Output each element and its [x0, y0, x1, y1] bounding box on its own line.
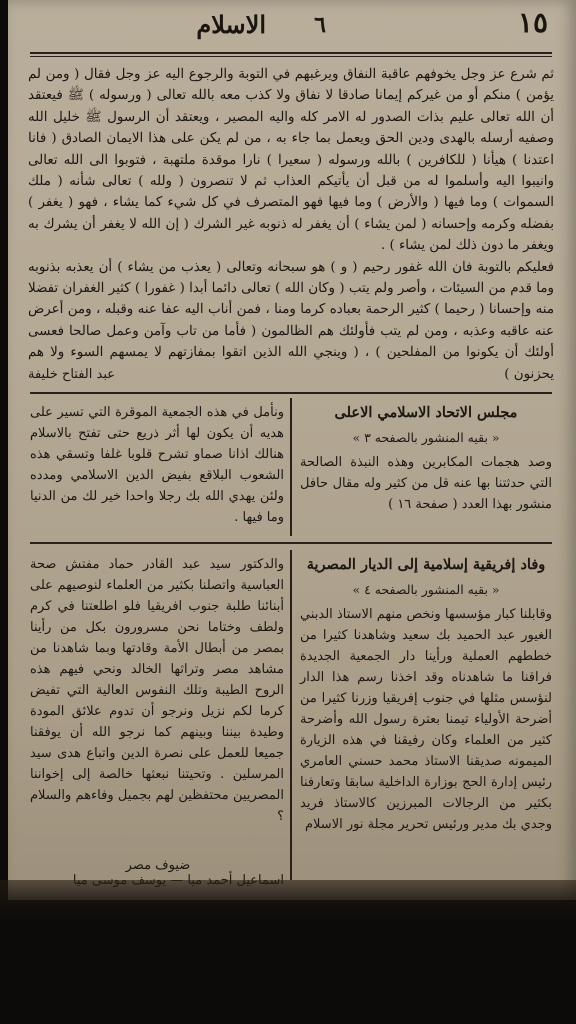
column-divider-1 — [290, 398, 292, 536]
book-page — [8, 0, 576, 900]
header-rule — [30, 52, 552, 54]
africa-cont-text: والدكتور سيد عبد القادر حماد مفتش صحة العباسية واتصلنا بكثير من العلماء لنوصيهم على أبنائنا طلبة جنوب افريقيا فلو اطلعتنا في كرم ولطف وختاما نحن مسرورون بكل من رأينا بمصر من أبطال الأمة وقادتها وبما شاهدنا من مشاهد مصر وتراثها الخالد ونحي فيهم هذه الروح الطيبة وتلك النفوس العالية التي تفيض كرما لكم نزيل ونرجو أن تدوم علائق المودة وطيدة بيننا وبينهم كما نرجو الله أن يوفقنا جميعا للعمل على نصرة الدين واتباع هدى سيد المرسلين . وتحيتنا نبعثها خالصة إلى إخواننا المصريين محتفظين لهم بجميل وفاءهم والسلام ؟ — [30, 557, 284, 824]
council-page-ref: ( صفحة ١٦ ) — [388, 497, 458, 512]
council-article-cont — [30, 402, 284, 528]
main-commentary — [28, 64, 554, 386]
africa-continuation: « بقيه المنشور بالصفحه ٤ » — [352, 582, 500, 597]
council-article — [300, 402, 552, 515]
column-divider-2 — [290, 550, 292, 880]
signed-by: ضيوف مصر — [125, 858, 191, 873]
issue-number: ٦ — [314, 12, 326, 38]
page-header — [24, 6, 556, 54]
commentary-paragraph-2: فعليكم بالتوبة فان الله غفور رحيم ( و ) هو سبحانه وتعالى ( يعذب من يشاء ) أن يعذبه بذنوبه وما قدم من السيئات ، وأصر ولم يتب ( وكان الله ) تعالى دائما أبدا ( غفورا ) كثير الغفران تفضلا منه وإحسانا ( رحيما ) كثير الرحمة بعباده كرما ومنا ، فمن أناب اليه عفا عنه وقبله ، ومن أعرض عنه عاقبه وعذبه ، ومن لم يتب فأولئك هم الظالمون ( فأما من تاب وآمن وعمل صالحا فعسى أولئك أن يكونوا من المفلحين ) ، ( وينجي الله الذين اتقوا بمفازتهم لا يمسهم السوء ولا هم يحزنون ) — [28, 259, 554, 382]
africa-text: وقابلنا كبار مؤسسها ونخص منهم الاستاذ الدبني الغيور عبد الحميد بك سعيد وشاهدنا كثيرا من خططهم العملية ورأينا دار الجمعية الجديدة فراقنا ما شاهدناه وقد اخذنا رسم هذا الدار لنؤسس مثلها في جنوب إفريقيا وزرنا كثيرا من أضرحة الأولياء تيمنا بعترة رسول الله وأضرحة كثير من العلماء وكان رفيقنا في هذه الزيارة الميمونه صديقنا الاستاذ محمد حسني العامري رئيس إدارة الحج بوزارة الداخلية سابقا وتعارفنا بكثير من الرجالات المبرزين كالاستاذ فريد وجدي بك مدير ورئيس تحرير مجلة نور الاسلام — [300, 607, 552, 832]
commentary-paragraph-1: ثم شرع عز وجل يخوفهم عاقبة النفاق ويرغبهم في التوبة والرجوع اليه عز وجل فقال ( ومن لم يؤمن ) منكم أو من غيركم إيمانا صادقا لا نفاق ولا كذب معه بالله تعالى ( ورسوله ) ﷺ فيعتقد أن الله تعالى عليم بذات الصدور له الامر كله واليه المصير ، ويعتقد أن الرسول ﷺ خليل الله وصفيه أرسله بالهدى ودين الحق ويعمل بما جاء به ، من لم يكن على هذا الايمان الصادق ( فانا اعتدنا ) هيأنا ( للكافرين ) بالله ورسوله ( سعيرا ) نارا موقدة ملتهبة ، فتوبوا الى الله تعالى وانيبوا اليه وأسلموا له من قبل أن يأتيكم العذاب ثم لا تنصرون ( ولله ) تعالى شأنه ( ملك السموات ) وما فيها ( والأرض ) وما فيها فهو المتصرف في كل شيء كما يشاء ، فهو ( يغفر ) بفضله وكرمه وإحسانه ( لمن يشاء ) أن يغفر له ذنوبه غير الشرك ( إن الله لا يغفر أن يشرك به ويغفر ما دون ذلك لمن يشاء ) . — [28, 67, 554, 254]
section-rule-1 — [30, 392, 552, 394]
journal-title: الاسلام — [196, 10, 266, 39]
africa-article — [300, 554, 552, 835]
commentary-author: عبد الفتاح خليفة — [28, 367, 116, 383]
council-cont-text: ونأمل في هذه الجمعية الموقرة التي تسير على هديه أن يكون لها أثر ذريع حتى تفتح بالاسلام هنالك اذانا صماو تشرح قلوبا غلفا وتسقي هذه الشعوب البلاقع بفيض الدين الاسلامي ومدده ولئن يهدي الله بك رجلا واحدا خير لك من الدنيا وما فيها . — [30, 405, 284, 525]
page-edge-shadow — [0, 880, 576, 920]
council-title: مجلس الاتحاد الاسلامي الاعلى — [334, 404, 518, 421]
header-rule-thin — [30, 56, 552, 57]
africa-title: وفاد إفريقية إسلامية إلى الديار المصرية — [306, 556, 546, 573]
section-rule-2 — [30, 542, 552, 544]
council-continuation: « بقيه المنشور بالصفحه ٣ » — [352, 430, 500, 445]
page-number: ١٥ — [517, 6, 548, 39]
council-text: وصد هجمات المكابرين وهذه النبذة الصالحة التي حدثتنا بها عنه قل من كثير وله مقال حافل منشور بهذا العدد ( صفحة ١٦ ) — [300, 455, 552, 512]
africa-article-cont — [30, 554, 284, 827]
